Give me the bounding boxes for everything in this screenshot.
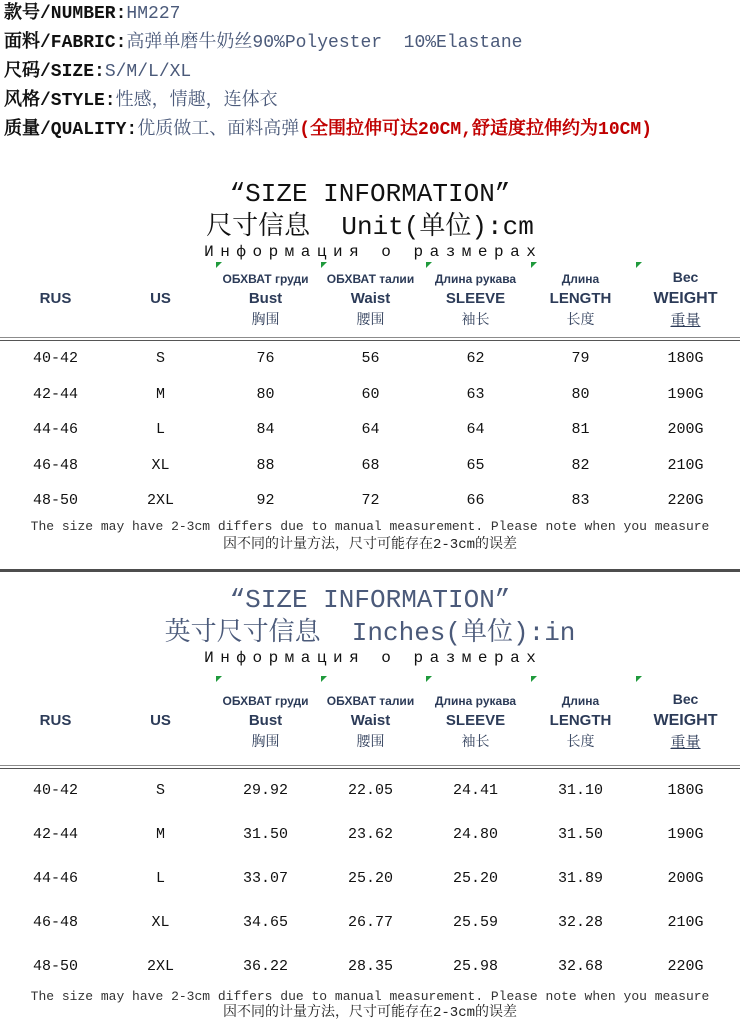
cell-rus-size: 44-46 [32,421,78,438]
cell-rus-size: 40-42 [32,782,78,799]
table-row [0,901,740,945]
header-waist [318,667,423,765]
cell-us-size: 2XL [146,492,174,509]
info-quality-label: 质量/QUALITY: [4,120,138,140]
header-length-zh: 长度 [566,732,595,749]
cell-us-size: S [155,782,165,799]
header-bust-zh: 胸围 [251,732,280,749]
cell-rus-size: 48-50 [32,958,78,975]
header-bust-ru: ОБХВАТ груди [222,693,309,708]
cell-waist: 68 [361,456,380,474]
header-rus-label: RUS [39,290,72,307]
cell-bust: 33.07 [242,870,288,887]
header-weight-ru: Вес [672,690,699,707]
cell-rus-size: 48-50 [32,492,78,509]
info-quality [4,116,740,145]
cell-length: 79 [571,350,590,367]
cell-bust: 88 [256,456,275,474]
table-row [0,483,740,519]
green-triangle-icon [636,676,642,682]
header-length-en: LENGTH [549,711,612,729]
header-sleeve [423,261,528,337]
header-length-ru: Длина [561,271,600,286]
cell-sleeve: 24.80 [452,826,498,843]
header-weight [633,667,738,765]
header-length-ru: Длина [561,693,600,708]
cell-weight: 180G [667,350,704,367]
header-waist-zh: 腰围 [356,732,385,749]
header-us-label: US [150,290,171,307]
info-number-value: HM227 [126,4,181,24]
header-rus-label: RUS [39,712,72,729]
info-style-value: 性感，情趣，连体衣 [115,91,278,111]
cell-waist: 28.35 [347,958,393,975]
header-sleeve-en: SLEEVE [445,711,506,729]
cell-sleeve: 65 [466,456,485,474]
header-weight-ru: Вес [672,268,699,285]
header-waist-en: Waist [350,289,391,307]
cell-rus-size: 42-44 [32,826,78,843]
header-weight-zh: 重量 [670,311,701,329]
header-sleeve [423,667,528,765]
cell-bust: 29.92 [242,782,288,799]
cell-sleeve: 25.98 [452,958,498,975]
header-bust-en: Bust [248,711,283,729]
cell-weight: 200G [667,870,704,887]
cell-us-size: XL [151,456,170,474]
cell-weight: 220G [667,492,704,509]
cell-rus-size: 40-42 [32,350,78,367]
info-number-label: 款号/NUMBER: [4,4,127,24]
green-triangle-icon [321,262,327,268]
cell-sleeve: 25.20 [452,870,498,887]
header-sleeve-en: SLEEVE [445,289,506,307]
cell-waist: 23.62 [347,826,393,843]
cell-sleeve: 66 [466,492,485,509]
cell-weight: 190G [667,826,704,843]
table-header [0,261,740,337]
measurement-note-en: The size may have 2-3cm differs due to manual measurement. Please note when you measure [30,518,710,534]
info-fabric-label: 面料/FABRIC: [4,33,127,53]
green-triangle-icon [426,676,432,682]
cell-length: 31.10 [557,782,603,799]
cell-us-size: L [155,870,165,887]
cell-weight: 210G [667,456,704,474]
header-length-en: LENGTH [549,289,612,307]
cell-sleeve: 62 [466,350,485,367]
cell-waist: 22.05 [347,782,393,799]
cell-weight: 180G [667,782,704,799]
cell-waist: 60 [361,385,380,403]
header-sleeve-ru: Длина рукава [434,693,517,708]
table-row [0,813,740,857]
header-length-zh: 长度 [566,310,595,327]
header-bust-ru: ОБХВАТ груди [222,271,309,286]
cell-weight: 190G [667,385,704,403]
header-rus [3,667,108,765]
green-triangle-icon [321,676,327,682]
measurement-note-zh: 因不同的计量方法，尺寸可能存在2-3cm的误差 [222,1005,517,1021]
header-waist [318,261,423,337]
cell-length: 83 [571,492,590,509]
header-waist-zh: 腰围 [356,310,385,327]
table-row [0,412,740,448]
info-quality-value: 优质做工、面料高弹 [137,120,300,140]
measurement-note-en: The size may have 2-3cm differs due to manual measurement. Please note when you measure [30,989,710,1004]
cell-length: 31.89 [557,870,603,887]
green-triangle-icon [216,262,222,268]
cell-length: 32.28 [557,914,603,931]
cell-waist: 25.20 [347,870,393,887]
cell-waist: 72 [361,492,380,509]
measurement-note-zh: 因不同的计量方法，尺寸可能存在2-3cm的误差 [222,536,517,553]
info-fabric [4,29,740,58]
cell-rus-size: 44-46 [32,870,78,887]
header-waist-en: Waist [350,711,391,729]
info-number [4,0,740,29]
cell-bust: 31.50 [242,826,288,843]
header-bust [213,261,318,337]
green-triangle-icon [531,262,537,268]
header-waist-ru: ОБХВАТ талии [326,271,415,286]
green-triangle-icon [636,262,642,268]
header-bust [213,667,318,765]
header-sleeve-ru: Длина рукава [434,271,517,286]
header-weight-zh: 重量 [670,733,701,751]
cell-us-size: 2XL [146,958,174,975]
info-quality-highlight: (全围拉伸可达20CM,舒适度拉伸约为10CM) [299,120,653,140]
table-row [0,769,740,813]
spacer [0,555,740,569]
cell-length: 82 [571,456,590,474]
cell-waist: 26.77 [347,914,393,931]
section-subtitle-ru: Информация о размерах [204,243,543,261]
green-triangle-icon [426,262,432,268]
cell-sleeve: 64 [466,421,485,438]
header-us [108,261,213,337]
cell-waist: 64 [361,421,380,438]
table-row [0,341,740,377]
cell-weight: 200G [667,421,704,438]
header-waist-ru: ОБХВАТ талии [326,693,415,708]
cell-rus-size: 46-48 [32,456,78,474]
table-row [0,448,740,484]
green-triangle-icon [531,676,537,682]
header-sleeve-zh: 袖长 [461,732,490,749]
info-size-value: S/M/L/XL [104,62,192,82]
cell-sleeve: 25.59 [452,914,498,931]
cell-bust: 92 [256,492,275,509]
section-title: “SIZE INFORMATION” [229,585,511,615]
info-fabric-value: 高弹单磨牛奶丝90%Polyester 10%Elastane [126,33,523,53]
cell-us-size: M [155,385,165,403]
cell-waist: 56 [361,350,380,367]
table-row [0,857,740,901]
section-title: “SIZE INFORMATION” [229,179,511,209]
cell-rus-size: 42-44 [32,385,78,403]
cell-sleeve: 24.41 [452,782,498,799]
header-rus [3,261,108,337]
header-us [108,667,213,765]
cell-sleeve: 63 [466,385,485,403]
header-weight-en: WEIGHT [653,289,718,307]
cell-bust: 76 [256,350,275,367]
cell-rus-size: 46-48 [32,914,78,931]
cell-us-size: L [155,421,165,438]
header-length [528,667,633,765]
cell-length: 32.68 [557,958,603,975]
cell-length: 80 [571,385,590,403]
table-header [0,667,740,765]
header-length [528,261,633,337]
section-subtitle-ru: Информация о размерах [204,649,543,667]
table-row [0,377,740,413]
info-style [4,87,740,116]
header-us-label: US [150,712,171,729]
header-bust-zh: 胸围 [251,310,280,327]
cell-weight: 220G [667,958,704,975]
product-info [0,0,740,145]
header-sleeve-zh: 袖长 [461,310,490,327]
size-section-cm [0,177,740,555]
spacer [0,145,740,177]
info-size-label: 尺码/SIZE: [4,62,105,82]
size-section-inches [0,583,740,1022]
green-triangle-icon [216,676,222,682]
section-subtitle: 尺寸信息 Unit(单位):cm [206,212,534,242]
info-size [4,58,740,87]
header-bust-en: Bust [248,289,283,307]
table-row [0,945,740,989]
cell-length: 81 [571,421,590,438]
cell-weight: 210G [667,914,704,931]
cell-bust: 36.22 [242,958,288,975]
cell-us-size: S [155,350,165,367]
header-weight-en: WEIGHT [653,711,718,729]
spacer [0,572,740,584]
cell-us-size: XL [151,914,170,931]
cell-bust: 84 [256,421,275,438]
info-style-label: 风格/STYLE: [4,91,116,111]
cell-bust: 80 [256,385,275,403]
cell-bust: 34.65 [242,914,288,931]
cell-length: 31.50 [557,826,603,843]
section-subtitle: 英寸尺寸信息 Inches(单位):in [164,618,576,648]
cell-us-size: M [155,826,165,843]
header-weight [633,261,738,337]
